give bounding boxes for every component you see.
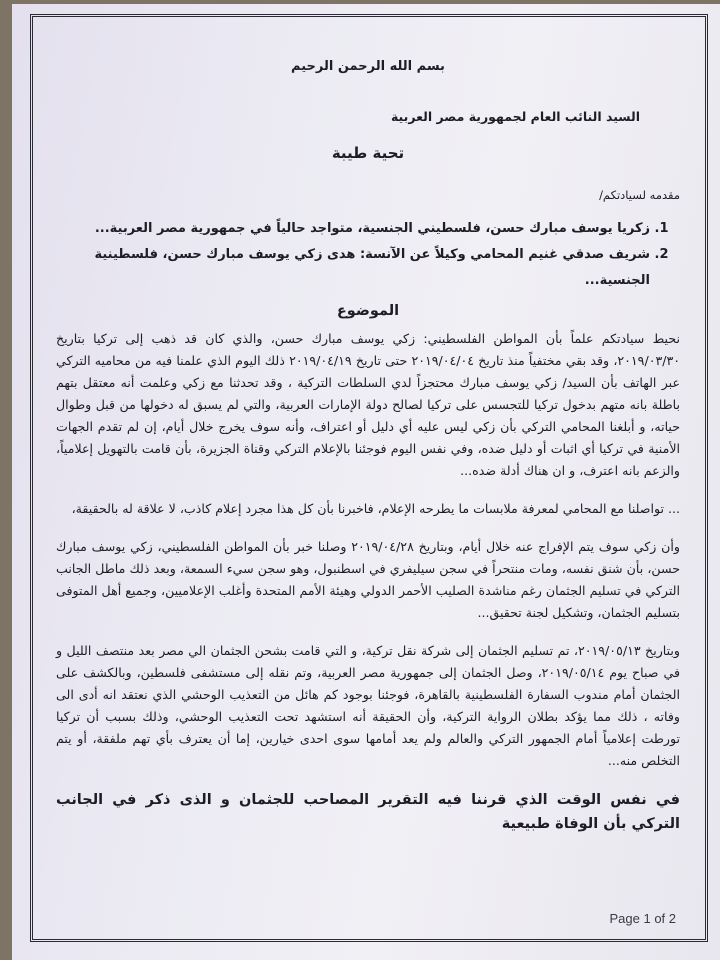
subject-heading: الموضوع [336, 303, 400, 319]
greeting: تحية طيبة [331, 144, 405, 162]
party-item: 1. زكريا يوسف مبارك حسن، فلسطيني الجنسية، متواجد حالياً في جمهورية مصر العربية... [56, 216, 650, 242]
final-line: في نفس الوقت الذي قرننا فيه التقرير المصاحب للجثمان و الذى ذكر في الجانب التركي بأن الوفاة طبيعية [56, 792, 680, 832]
paragraph: وأن زكي سوف يتم الإفراج عنه خلال أيام، وبتاريخ ٢٠١٩/٠٤/٢٨ وصلنا خبر بأن المواطن الفلسطيني، زكي يوسف مبارك حسن، بأن شنق نفسه، ومات منتحراً في سجن سيليفري في اسطنبول، وهو سجن سيء السمعة، وبعد ذلك ماطل الجانب التركي في تسليم الجثمان رغم مناشدة الصليب الأحمر الدولي وهيئة الأمم المتحدة وأغلب الإعلاميين، وجميع أهل المتوفى بتسليم الجثمان، وتشكيل لجنة تحقيق... [56, 539, 680, 620]
party-item: 2. شريف صدقي غنيم المحامي وكيلاً عن الآنسة: هدى زكي يوسف مبارك حسن، فلسطينية الجنسية... [56, 242, 650, 294]
paragraph: وبتاريخ ٢٠١٩/٠٥/١٣، تم تسليم الجثمان إلى شركة نقل تركية، و التي قامت بشحن الجثمان الي مصر بعد منتصف الليل و في صباح يوم ٢٠١٩/٠٥/١٤، وصل الجثمان إلى جمهورية مصر العربية، وتم نقله إلى مستشفى فلسطين، وبالكشف على الجثمان أمام مندوب السفارة الفلسطينية بالقاهرة، فوجئنا بوجود كم هائل من التعذيب الوحشي الذي نعتقد انه أدى الى وفاته ، ذلك مما يؤكد بطلان الرواية التركية، وأن الحقيقة أنه استشهد تحت التعذيب الوحشي، وذلك بسبب أن تركيا تورطت إعلامياً أمام الجمهور التركي والعالم ولم يعد أمامها سوى احدى خيارين، إما أن يعترف بأي تهم ملفقة، أو يتم التخلص منه... [56, 643, 681, 768]
basmala: بسم الله الرحمن الرحيم [291, 59, 445, 74]
letter-body [56, 40, 680, 836]
document-page [12, 4, 720, 960]
parties-list [56, 216, 680, 294]
addressee: السيد النائب العام لجمهورية مصر العربية [390, 109, 640, 124]
page-number: Page 1 of 2 [609, 911, 676, 926]
paragraph: ... تواصلنا مع المحامي لمعرفة ملابسات ما يطرحه الإعلام، فاخبرنا بأن كل هذا مجرد إعلام كاذب، لا علاقة له بالحقيقة، [71, 501, 680, 516]
paragraph: نحيط سيادتكم علماً بأن المواطن الفلسطيني: زكي يوسف مبارك حسن، والذي كان قد ذهب إلى تركيا بتاريخ ٢٠١٩/٠٣/٣٠، وقد بقي مختفياً منذ تاريخ ٢٠١٩/٠٤/٠٤ حتى تاريخ ٢٠١٩/٠٤/١٩ ذلك اليوم الذي علمنا فيه من محاميه التركي عبر الهاتف بأن السيد/ زكي يوسف مبارك محتجزاً لدي السلطات التركية ، وقد تحدثنا مع زكي وعلمت أنه معتقل بتهم باطلة بانه متهم بدخول تركيا للتجسس على تركيا لصالح دولة الإمارات العربية، والتي لم يسبق له دخولها من قبل وطوال حياته، و أبلغنا المحامي التركي بأن زكي ليس عليه أي دليل أو اعتراف، وأنه سوف يخرج خلال أيام، إن لم تقدم الجهات الأمنية في تركيا أي اثبات أو دليل ضده، وفي نفس اليوم فوجئنا بالإعلام التركي وقناة الجزيرة، بأن قامت بالتهويل إعلامياً، والزعم بانه اعترف، و ان هناك أدلة ضده... [56, 331, 680, 478]
intro-line: مقدمه لسيادتكم/ [599, 188, 680, 202]
